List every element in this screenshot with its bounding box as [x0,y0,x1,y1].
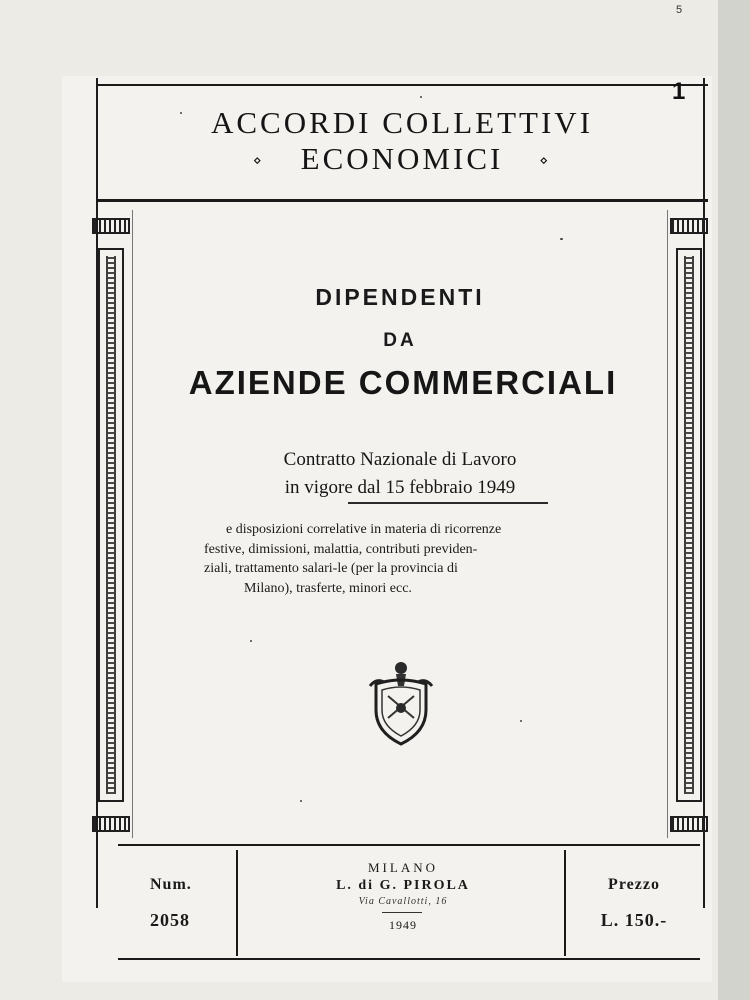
column-shaft [98,248,124,802]
print-speck [250,640,252,642]
column-shaft [676,248,702,802]
title-line-2: DA [383,330,417,351]
series-subtitle-line [96,142,708,179]
publisher-divider [382,912,422,913]
column-cap-icon [670,218,708,234]
contract-line-2: in vigore dal 15 febbraio 1949 [284,477,516,498]
footer-divider [236,850,238,956]
print-speck [560,238,563,240]
left-decorative-column [90,218,132,832]
title-line-3: AZIENDE COMMERCIALI [188,364,618,401]
publisher-city: MILANO [368,860,438,875]
contract-underline [348,502,548,504]
print-speck [420,96,422,98]
publisher-address: Via Cavallotti, 16 [358,896,448,907]
publisher-name: L. di G. PIROLA [336,878,470,893]
title-line-1: DIPENDENTI [315,284,485,310]
print-speck [300,800,302,802]
publication-year: 1949 [389,918,417,932]
series-header-box [96,84,708,202]
column-base-icon [670,816,708,832]
provisions-paragraph [204,520,616,598]
price-value: L. 150.- [600,910,668,930]
provisions-line: e disposizioni correlative in materia di ricorrenze [226,522,502,537]
underlying-page-edge [718,0,750,1000]
heraldic-emblem-icon [366,658,436,748]
column-cap-icon [92,218,130,234]
column-base-icon [92,816,130,832]
price-label: Prezzo [608,876,660,893]
issue-num-value: 2058 [150,910,190,930]
contract-line-1: Contratto Nazionale di Lavoro [283,449,517,470]
series-subtitle: ECONOMICI [300,141,504,176]
issue-num-label: Num. [150,876,192,893]
series-title: ACCORDI COLLETTIVI [210,105,594,140]
right-decorative-column [668,218,710,832]
ornament-left-icon: ⋄ [252,153,265,169]
provisions-line: ziali, trattamento salari‑le (per la provincia di [204,561,458,576]
corner-page-number: 5 [676,4,683,16]
print-speck [520,720,522,722]
issue-number: 1 [672,78,686,105]
provisions-line: festive, dimissioni, malattia, contributi previden- [204,541,478,557]
provisions-line: Milano), trasferte, minori ecc. [244,580,412,596]
ornament-right-icon: ⋄ [539,153,552,169]
print-speck [180,112,182,114]
